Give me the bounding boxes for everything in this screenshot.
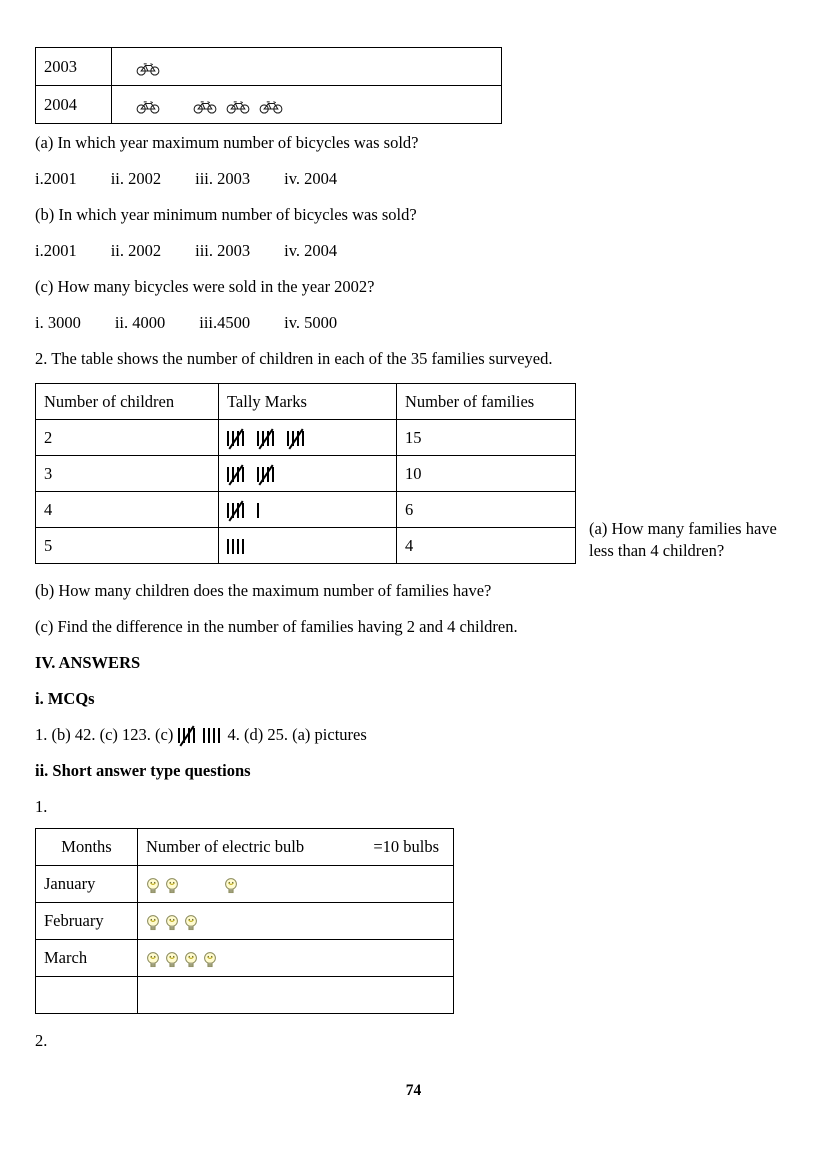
bicycle-icons-cell [112,48,502,86]
question-2-intro: 2. The table shows the number of children in each of the 35 families surveyed. [35,349,553,368]
tally-mark-icon [227,503,247,519]
tally-mark-icon [227,539,247,555]
bulb-icon-group [146,875,184,895]
bulb-icon-group [146,912,203,932]
option-iii: iii.4500 [199,313,251,332]
option-i: i. 3000 [35,313,81,332]
bicycle-icon [226,99,250,114]
bulb-icon-group [224,875,243,895]
mcq-answer-tally [178,725,228,744]
table-row [36,456,576,492]
table-row [36,866,454,903]
bulb-icon [165,877,179,895]
bulbs-column-header [138,829,454,866]
table-row [36,940,454,977]
tally-mark-icon [257,503,262,519]
bicycle-icon [193,99,217,114]
bulb-icon [165,914,179,932]
question-1a: (a) In which year maximum number of bicycles was sold? [35,133,419,152]
bicycle-pictograph-table [35,47,502,124]
children-cell: 3 [36,456,219,492]
table-row [36,977,454,1014]
bulb-icons-cell [138,866,454,903]
question-1b-options [35,241,809,260]
option-iv: iv. 2004 [284,241,338,260]
bulb-icon [165,951,179,969]
tally-table [35,383,576,564]
month-cell: January [36,866,138,903]
bulb-icons-cell [138,903,454,940]
table-header-row [36,829,454,866]
bicycle-icon-group [136,95,169,115]
bicycle-icon [136,61,160,76]
families-cell: 4 [397,528,576,564]
bulb-icon [224,877,238,895]
question-2a-side-note: (a) How many families have less than 4 children? [589,519,777,560]
table-header-row [36,384,576,420]
tally-cell [219,492,397,528]
bulb-pictograph-table [35,828,454,1014]
question-2c: (c) Find the difference in the number of families having 2 and 4 children. [35,617,518,636]
bulb-icon [184,951,198,969]
bicycle-icon-group [136,57,169,77]
short-answer-heading: ii. Short answer type questions [35,761,251,781]
tally-mark-icon [287,431,307,447]
bulb-icon [146,877,160,895]
months-column-header: Months [36,829,138,866]
tally-mark-icon [257,467,277,483]
table-row [36,86,502,124]
question-1b: (b) In which year minimum number of bicycles was sold? [35,205,417,224]
bulb-icons-cell [138,977,454,1014]
option-ii: ii. 2002 [110,169,162,188]
tally-cell [219,528,397,564]
tally-mark-icon [178,728,198,744]
table-row [36,420,576,456]
bulb-icon-group [146,949,222,969]
table-row [36,48,502,86]
short-answer-item-2: 2. [35,1031,48,1051]
table-row [36,492,576,528]
families-cell: 6 [397,492,576,528]
column-header: Number of children [36,384,219,420]
bulb-key-label: =10 bulbs [373,837,439,857]
tally-table-section [35,383,809,564]
bulb-icon [184,914,198,932]
question-1c: (c) How many bicycles were sold in the year 2002? [35,277,375,296]
bulb-icon [146,951,160,969]
children-cell: 2 [36,420,219,456]
mcq-heading: i. MCQs [35,689,95,708]
families-cell: 10 [397,456,576,492]
option-ii: ii. 2002 [110,241,162,260]
option-i: i.2001 [35,241,77,260]
option-iv: iv. 2004 [284,169,338,188]
option-ii: ii. 4000 [114,313,166,332]
bulb-icon [146,914,160,932]
bulb-header-content [146,837,445,857]
table-row [36,528,576,564]
tally-mark-icon [227,467,247,483]
children-cell: 5 [36,528,219,564]
question-1a-options [35,169,809,188]
month-cell [36,977,138,1014]
table-row [36,903,454,940]
bulb-header-title: Number of electric bulb [146,837,305,857]
question-1c-options [35,313,809,332]
question-2b: (b) How many children does the maximum number of families have? [35,581,492,600]
tally-mark-icon [203,728,223,744]
bulb-icons-cell [138,940,454,977]
column-header: Number of families [397,384,576,420]
mcq-answers-line [35,725,809,744]
page-number: 74 [405,1082,422,1099]
tally-cell [219,456,397,492]
month-cell: March [36,940,138,977]
month-cell: February [36,903,138,940]
mcq-answers-text-after: 4. (d) 25. (a) pictures [227,725,367,744]
option-iv: iv. 5000 [284,313,338,332]
tally-mark-icon [257,431,277,447]
bicycle-icons-cell [112,86,502,124]
option-i: i.2001 [35,169,77,188]
column-header: Tally Marks [219,384,397,420]
year-cell: 2004 [36,86,112,124]
families-cell: 15 [397,420,576,456]
bicycle-icon [136,99,160,114]
option-iii: iii. 2003 [195,241,251,260]
children-cell: 4 [36,492,219,528]
bicycle-icon-group [193,95,292,115]
answers-heading: IV. ANSWERS [35,653,141,672]
option-iii: iii. 2003 [195,169,251,188]
bulb-icon [203,951,217,969]
year-cell: 2003 [36,48,112,86]
short-answer-item-1: 1. [35,797,48,817]
tally-cell [219,420,397,456]
mcq-answers-text-before: 1. (b) 42. (c) 123. (c) [35,725,178,744]
bicycle-icon [259,99,283,114]
tally-mark-icon [227,431,247,447]
